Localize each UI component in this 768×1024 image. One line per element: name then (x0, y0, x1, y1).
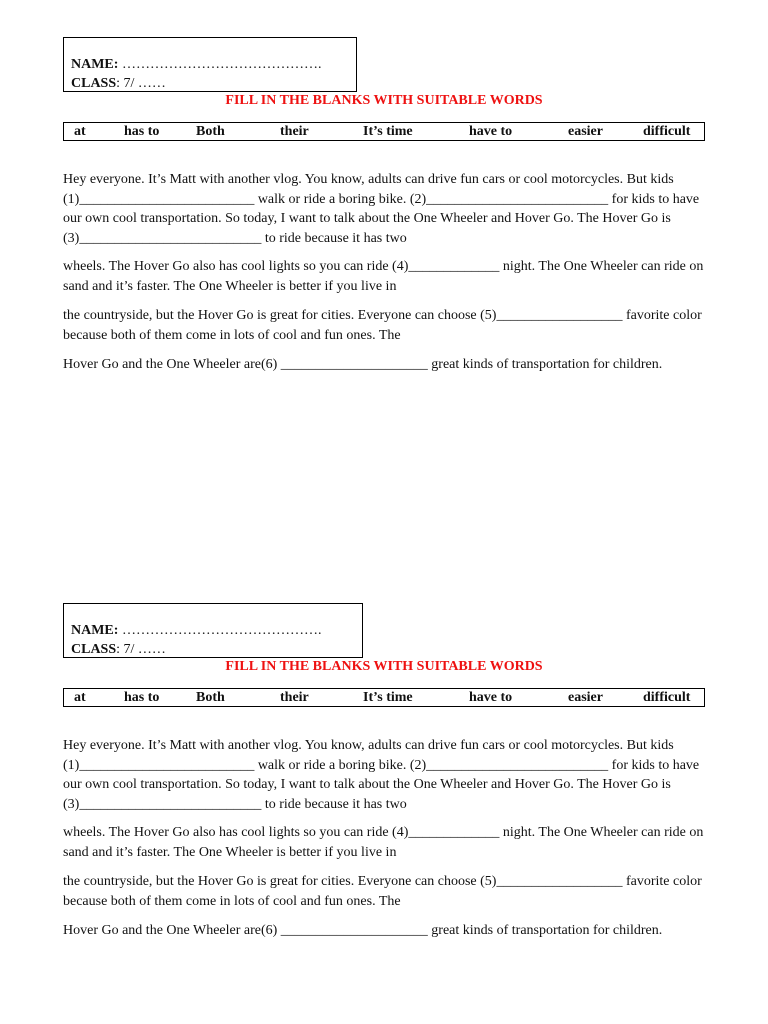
name-label: NAME: (71, 57, 119, 72)
passage-part-4: Hover Go and the One Wheeler are(6) _____________________ great kinds of transportation for children. (63, 357, 663, 372)
word-bank-item: Both (196, 124, 225, 139)
class-label: CLASS (71, 642, 117, 657)
name-line (71, 55, 356, 74)
word-bank-item: have to (469, 690, 513, 705)
name-blank: ……………………………………. (118, 57, 322, 72)
student-info-box (63, 603, 363, 658)
word-bank-item: Both (196, 690, 225, 705)
passage-part-4: Hover Go and the One Wheeler are(6) _____________________ great kinds of transportation for children. (63, 923, 663, 938)
passage-part-2: wheels. The Hover Go also has cool lights so you can ride (4)_____________ night. The One Wheeler can ride on sand and it’s faster. The One Wheeler is better if you live in (63, 825, 704, 860)
word-bank-item: has to (124, 124, 160, 139)
passage-part-1: Hey everyone. It’s Matt with another vlog. You know, adults can drive fun cars or cool motorcycles. But kids (1)_________________________ walk or ride a boring bike. (2)__________________________ for kids to have our own cool transportation. So today, I want to talk about the One Wheeler and Hover Go. The Hover Go is (3)__________________________ to ride because it has two (63, 738, 700, 812)
name-label: NAME: (71, 623, 119, 638)
exercise-title: FILL IN THE BLANKS WITH SUITABLE WORDS (225, 659, 543, 674)
word-bank-item: their (280, 124, 309, 139)
student-info-box (63, 37, 357, 92)
passage-part-3: the countryside, but the Hover Go is great for cities. Everyone can choose (5)__________________ favorite color because both of them come in lots of cool and fun ones. The (63, 308, 702, 343)
passage-part-3: the countryside, but the Hover Go is great for cities. Everyone can choose (5)__________________ favorite color because both of them come in lots of cool and fun ones. The (63, 874, 702, 909)
word-bank-item: at (74, 690, 86, 705)
class-value: : 7/ …… (116, 642, 166, 657)
word-bank-item: difficult (643, 124, 691, 139)
word-bank (63, 122, 705, 141)
class-line (71, 74, 356, 93)
passage-part-1: Hey everyone. It’s Matt with another vlog. You know, adults can drive fun cars or cool motorcycles. But kids (1)_________________________ walk or ride a boring bike. (2)__________________________ for kids to have our own cool transportation. So today, I want to talk about the One Wheeler and Hover Go. The Hover Go is (3)__________________________ to ride because it has two (63, 172, 700, 246)
word-bank (63, 688, 705, 707)
class-value: : 7/ …… (116, 76, 166, 91)
class-label: CLASS (71, 76, 117, 91)
word-bank-item: It’s time (363, 124, 413, 139)
word-bank-item: have to (469, 124, 513, 139)
name-line (71, 621, 362, 640)
word-bank-item: at (74, 124, 86, 139)
word-bank-item: easier (568, 124, 603, 139)
word-bank-item: easier (568, 690, 603, 705)
word-bank-item: It’s time (363, 690, 413, 705)
word-bank-item: has to (124, 690, 160, 705)
word-bank-item: their (280, 690, 309, 705)
passage-part-2: wheels. The Hover Go also has cool lights so you can ride (4)_____________ night. The One Wheeler can ride on sand and it’s faster. The One Wheeler is better if you live in (63, 259, 704, 294)
class-line (71, 640, 362, 659)
exercise-title: FILL IN THE BLANKS WITH SUITABLE WORDS (225, 93, 543, 108)
word-bank-item: difficult (643, 690, 691, 705)
name-blank: ……………………………………. (118, 623, 322, 638)
